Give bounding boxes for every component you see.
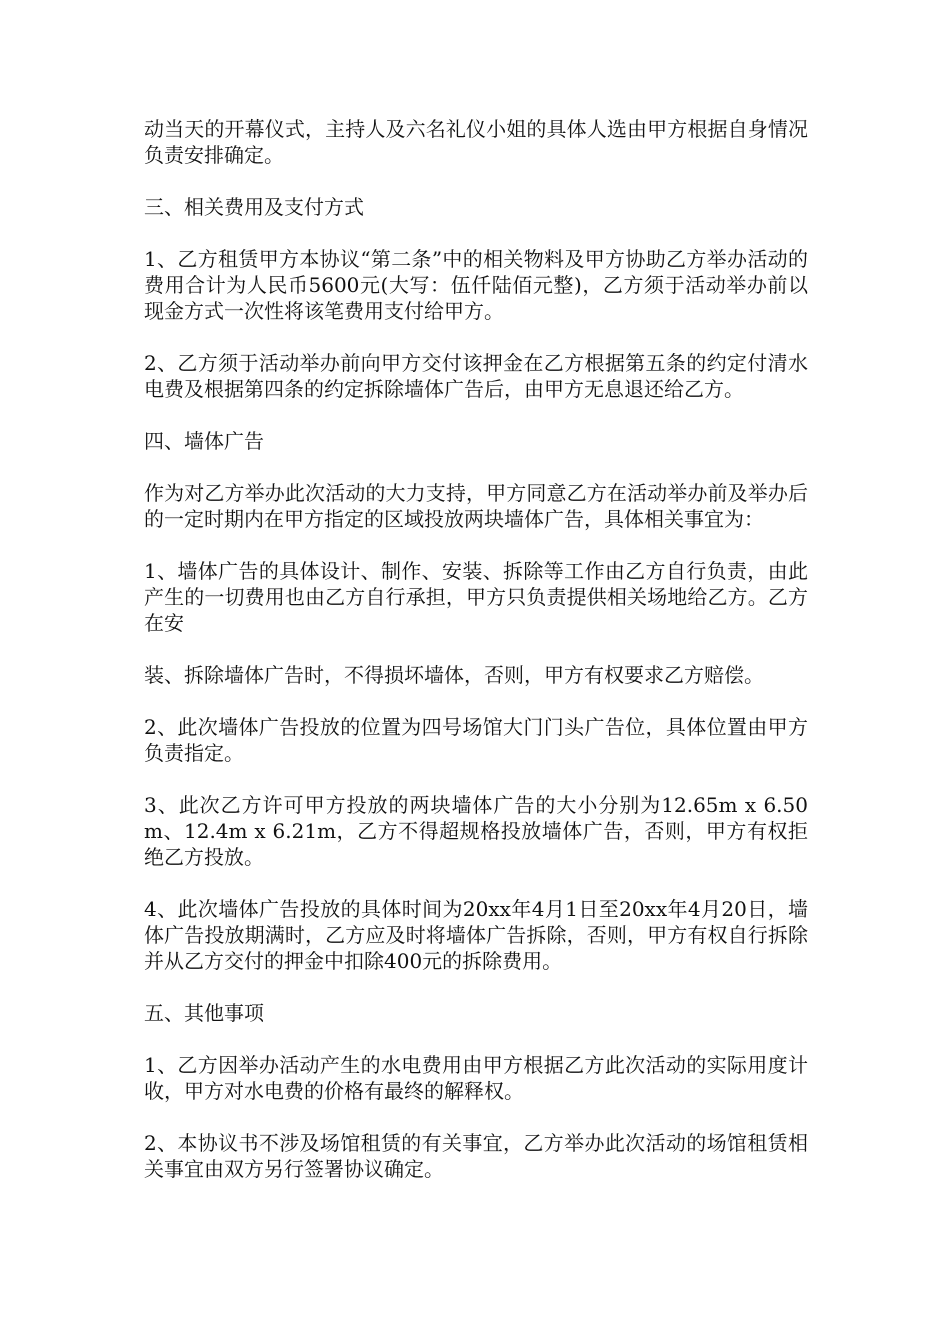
section-heading-other: 五、其他事项 bbox=[144, 1001, 264, 1025]
paragraph-wall-ads-item-1: 1、墙体广告的具体设计、制作、安装、拆除等工作由乙方自行负责，由此产生的一切费用也由乙方自行承担，甲方只负责提供相关场地给乙方。乙方在安 bbox=[144, 559, 808, 635]
paragraph-wall-ads-intro: 作为对乙方举办此次活动的大力支持，甲方同意乙方在活动举办前及举办后的一定时期内在甲方指定的区域投放两块墙体广告，具体相关事宜为： bbox=[144, 481, 808, 531]
section-heading-fees: 三、相关费用及支付方式 bbox=[144, 195, 364, 219]
paragraph-wall-ads-item-4: 4、此次墙体广告投放的具体时间为20xx年4月1日至20xx年4月20日，墙体广告投放期满时，乙方应及时将墙体广告拆除，否则，甲方有权自行拆除并从乙方交付的押金中扣除400元的拆除费用。 bbox=[144, 897, 808, 973]
paragraph-other-item-2: 2、本协议书不涉及场馆租赁的有关事宜，乙方举办此次活动的场馆租赁相关事宜由双方另行签署协议确定。 bbox=[144, 1131, 808, 1181]
section-heading-wall-ads: 四、墙体广告 bbox=[144, 429, 264, 453]
paragraph-other-item-1: 1、乙方因举办活动产生的水电费用由甲方根据乙方此次活动的实际用度计收，甲方对水电费的价格有最终的解释权。 bbox=[144, 1053, 808, 1103]
paragraph-wall-ads-item-3: 3、此次乙方许可甲方投放的两块墙体广告的大小分别为12.65m x 6.50m、12.4m x 6.21m，乙方不得超规格投放墙体广告，否则，甲方有权拒绝乙方投放。 bbox=[144, 793, 808, 869]
paragraph-wall-ads-item-2: 2、此次墙体广告投放的位置为四号场馆大门门头广告位，具体位置由甲方负责指定。 bbox=[144, 715, 808, 765]
paragraph-wall-ads-item-1-cont: 装、拆除墙体广告时，不得损坏墙体，否则，甲方有权要求乙方赔偿。 bbox=[144, 663, 764, 687]
paragraph-fee-amount: 1、乙方租赁甲方本协议“第二条”中的相关物料及甲方协助乙方举办活动的费用合计为人民币5600元(大写：伍仟陆佰元整)，乙方须于活动举办前以现金方式一次性将该笔费用支付给甲方。 bbox=[144, 247, 808, 323]
document-body bbox=[144, 116, 808, 1208]
paragraph-opening-ceremony: 动当天的开幕仪式，主持人及六名礼仪小姐的具体人选由甲方根据自身情况负责安排确定。 bbox=[144, 117, 808, 167]
paragraph-deposit: 2、乙方须于活动举办前向甲方交付该押金在乙方根据第五条的约定付清水电费及根据第四条的约定拆除墙体广告后，由甲方无息退还给乙方。 bbox=[144, 351, 808, 401]
